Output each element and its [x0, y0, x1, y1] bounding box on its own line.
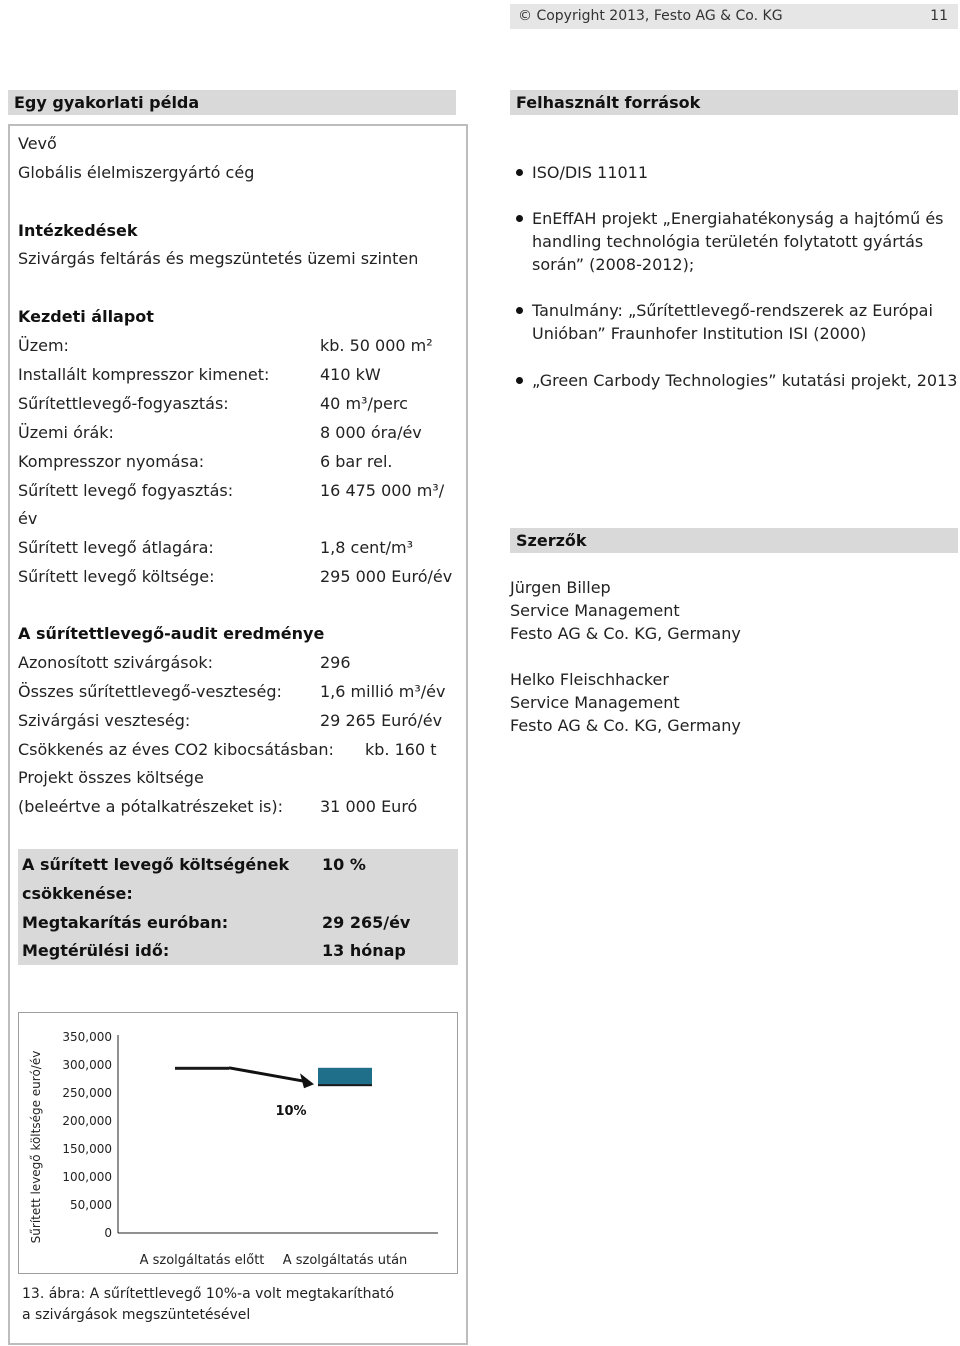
- initial-label: év: [18, 509, 38, 528]
- y-tick-label: 150,000: [62, 1142, 112, 1156]
- initial-value: 8 000 óra/év: [320, 423, 422, 442]
- y-tick-label: 100,000: [62, 1170, 112, 1184]
- y-tick-label: 0: [104, 1226, 112, 1240]
- initial-value: 410 kW: [320, 365, 381, 384]
- initial-label: Kompresszor nyomása:: [18, 452, 205, 471]
- audit-value: 1,6 millió m³/év: [320, 682, 446, 701]
- x-category-label: A szolgáltatás után: [282, 1253, 408, 1268]
- source-line: során” (2008-2012);: [532, 255, 695, 274]
- author-name: Helko Fleischhacker: [510, 670, 669, 689]
- measures-value: Szivárgás feltárás és megszüntetés üzemi szinten: [18, 249, 419, 268]
- reduction-arrow: [229, 1068, 304, 1081]
- source-line: „Green Carbody Technologies” kutatási projekt, 2013: [532, 371, 958, 390]
- summary-value: 13 hónap: [322, 941, 406, 960]
- source-line: ISO/DIS 11011: [532, 163, 649, 182]
- audit-label: Azonosított szivárgások:: [18, 653, 214, 672]
- initial-label: Sűrítettlevegő-fogyasztás:: [18, 394, 229, 413]
- author-block: [510, 668, 741, 737]
- initial-state-heading: Kezdeti állapot: [18, 307, 154, 326]
- initial-value: kb. 50 000 m²: [320, 336, 433, 355]
- author-name: Jürgen Billep: [510, 578, 611, 597]
- initial-value: 40 m³/perc: [320, 394, 408, 413]
- y-tick-label: 250,000: [62, 1086, 112, 1100]
- chart-y-axis-label: Sűrített levegő költsége euró/év: [29, 1050, 43, 1244]
- source-item: [532, 299, 933, 345]
- customer-value: Globális élelmiszergyártó cég: [18, 163, 255, 182]
- page-number: 11: [930, 8, 948, 24]
- left-section-title: Egy gyakorlati példa: [8, 90, 456, 115]
- y-tick-label: 50,000: [70, 1198, 112, 1212]
- source-item: [532, 207, 944, 276]
- author-block: [510, 576, 741, 645]
- bar-saving-segment: [318, 1068, 372, 1084]
- audit-value: 296: [320, 653, 351, 672]
- initial-value: 295 000 Euró/év: [320, 567, 453, 586]
- arrow-head-icon: [300, 1073, 314, 1088]
- audit-heading: A sűrítettlevegő-audit eredménye: [18, 624, 325, 643]
- source-item: [532, 161, 648, 184]
- source-line: Unióban” Fraunhofer Institution ISI (2000): [532, 324, 867, 343]
- measures-heading: Intézkedések: [18, 221, 138, 240]
- copyright-bar: [510, 4, 958, 29]
- summary-value: 29 265/év: [322, 913, 411, 932]
- summary-label: Megtérülési idő:: [22, 941, 170, 960]
- x-category-label: A szolgáltatás előtt: [139, 1253, 265, 1268]
- bullet-icon: [516, 169, 523, 176]
- audit-label: Csökkenés az éves CO2 kibocsátásban:: [18, 740, 334, 759]
- annotation-label: 10%: [275, 1104, 307, 1119]
- audit-label: (beleértve a pótalkatrészeket is):: [18, 797, 284, 816]
- summary-label: csökkenése:: [22, 884, 133, 903]
- initial-value: 6 bar rel.: [320, 452, 393, 471]
- audit-value: kb. 160 t: [365, 740, 437, 759]
- copyright-text: © Copyright 2013, Festo AG & Co. KG: [518, 8, 783, 24]
- initial-value: 16 475 000 m³/: [320, 481, 445, 500]
- summary-value: 10 %: [322, 855, 366, 874]
- initial-label: Installált kompresszor kimenet:: [18, 365, 270, 384]
- cost-bar-chart: [18, 1012, 458, 1274]
- initial-label: Sűrített levegő költsége:: [18, 567, 215, 586]
- audit-value: 29 265 Euró/év: [320, 711, 443, 730]
- customer-heading: Vevő: [18, 134, 57, 153]
- author-company: Festo AG & Co. KG, Germany: [510, 624, 741, 643]
- authors-title: Szerzők: [510, 528, 958, 553]
- summary-label: A sűrített levegő költségének: [22, 855, 290, 874]
- source-item: [532, 369, 957, 392]
- audit-value: 31 000 Euró: [320, 797, 418, 816]
- initial-label: Sűrített levegő átlagára:: [18, 538, 214, 557]
- author-company: Festo AG & Co. KG, Germany: [510, 716, 741, 735]
- initial-label: Sűrített levegő fogyasztás:: [18, 481, 234, 500]
- audit-label: Szivárgási veszteség:: [18, 711, 191, 730]
- bar-before: [175, 1067, 229, 1070]
- source-line: handling technológia területén folytatott gyártás: [532, 232, 924, 251]
- source-line: Tanulmány: „Sűrítettlevegő-rendszerek az Európai: [532, 301, 933, 320]
- y-tick-label: 300,000: [62, 1058, 112, 1072]
- figure-caption: [22, 1284, 394, 1326]
- bullet-icon: [516, 215, 523, 222]
- bullet-icon: [516, 377, 523, 384]
- sources-title: Felhasznált források: [510, 90, 958, 115]
- audit-label: Összes sűrítettlevegő-veszteség:: [18, 682, 282, 701]
- audit-label: Projekt összes költsége: [18, 768, 204, 787]
- y-tick-label: 200,000: [62, 1114, 112, 1128]
- author-dept: Service Management: [510, 601, 680, 620]
- initial-label: Üzem:: [18, 336, 69, 355]
- y-tick-label: 350,000: [62, 1030, 112, 1044]
- author-dept: Service Management: [510, 693, 680, 712]
- source-line: EnEffAH projekt „Energiahatékonyság a hajtómű és: [532, 209, 944, 228]
- summary-label: Megtakarítás euróban:: [22, 913, 229, 932]
- initial-label: Üzemi órák:: [18, 423, 114, 442]
- initial-value: 1,8 cent/m³: [320, 538, 413, 557]
- bullet-icon: [516, 307, 523, 314]
- caption-line: a szivárgások megszüntetésével: [22, 1307, 251, 1323]
- caption-line: 13. ábra: A sűrítettlevegő 10%-a volt megtakarítható: [22, 1286, 395, 1302]
